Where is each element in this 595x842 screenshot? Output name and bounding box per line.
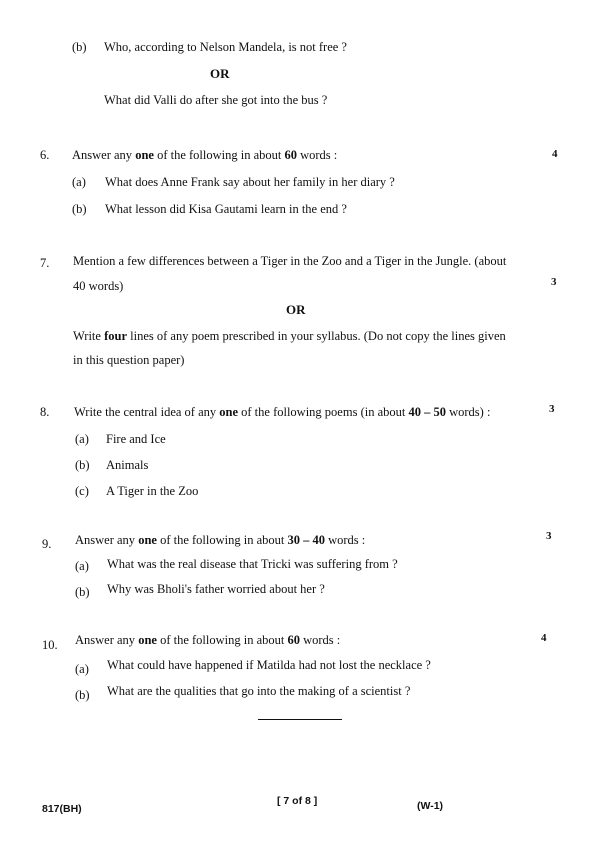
- footer-paper-code: 817(BH): [42, 803, 82, 815]
- end-of-questions-rule: [258, 719, 342, 720]
- q6-option-a-label: (a): [72, 175, 86, 189]
- q6-option-b-label: (b): [72, 202, 87, 216]
- q9-option-b-text: Why was Bholi's father worried about her ?: [107, 582, 325, 596]
- q7-or-separator: OR: [286, 302, 306, 317]
- q8-marks: 3: [549, 403, 555, 415]
- q9-prompt: Answer any one of the following in about 30 – 40 words :: [75, 533, 366, 547]
- q8-option-b-text: Animals: [106, 458, 149, 472]
- q9-option-a-text: What was the real disease that Tricki was suffering from ?: [107, 557, 398, 571]
- q10-option-a-text: What could have happened if Matilda had not lost the necklace ?: [107, 658, 431, 672]
- q5-or-separator: OR: [210, 66, 230, 81]
- footer-page-number: [ 7 of 8 ]: [277, 795, 318, 807]
- q9-option-a-label: (a): [75, 559, 89, 573]
- q9-option-b-label: (b): [75, 585, 90, 599]
- q10-prompt: Answer any one of the following in about 60 words :: [75, 633, 341, 647]
- q8-option-b-label: (b): [75, 458, 90, 472]
- footer-series-code: (W-1): [417, 800, 444, 812]
- q10-number: 10.: [42, 638, 58, 652]
- q9-marks: 3: [546, 530, 552, 542]
- q9-number: 9.: [42, 537, 52, 551]
- q5-alternative-text: What did Valli do after she got into the bus ?: [104, 93, 328, 107]
- q7-prompt-line1: Mention a few differences between a Tiger in the Zoo and a Tiger in the Jungle. (about: [73, 254, 507, 268]
- q7-alternative-line2: in this question paper): [73, 353, 185, 367]
- q10-option-b-text: What are the qualities that go into the making of a scientist ?: [107, 684, 411, 698]
- q6-option-a-text: What does Anne Frank say about her family in her diary ?: [105, 175, 395, 189]
- q8-option-a-label: (a): [75, 432, 89, 446]
- q8-prompt: Write the central idea of any one of the following poems (in about 40 – 50 words) :: [74, 405, 491, 419]
- q8-option-c-label: (c): [75, 484, 89, 498]
- q10-option-a-label: (a): [75, 662, 89, 676]
- q10-marks: 4: [541, 632, 547, 644]
- q10-option-b-label: (b): [75, 688, 90, 702]
- q8-option-a-text: Fire and Ice: [106, 432, 166, 446]
- q7-marks: 3: [551, 276, 557, 288]
- q6-marks: 4: [552, 148, 558, 160]
- q8-number: 8.: [40, 405, 50, 419]
- q5-option-b-label: (b): [72, 40, 87, 54]
- q7-prompt-line2: 40 words): [73, 279, 124, 293]
- q6-option-b-text: What lesson did Kisa Gautami learn in the end ?: [105, 202, 347, 216]
- q7-number: 7.: [40, 256, 50, 270]
- q6-number: 6.: [40, 148, 50, 162]
- q5-option-b-text: Who, according to Nelson Mandela, is not free ?: [104, 40, 347, 54]
- q7-alternative-line1: Write four lines of any poem prescribed in your syllabus. (Do not copy the lines given: [73, 329, 506, 343]
- q6-prompt: Answer any one of the following in about 60 words :: [72, 148, 338, 162]
- q8-option-c-text: A Tiger in the Zoo: [106, 484, 199, 498]
